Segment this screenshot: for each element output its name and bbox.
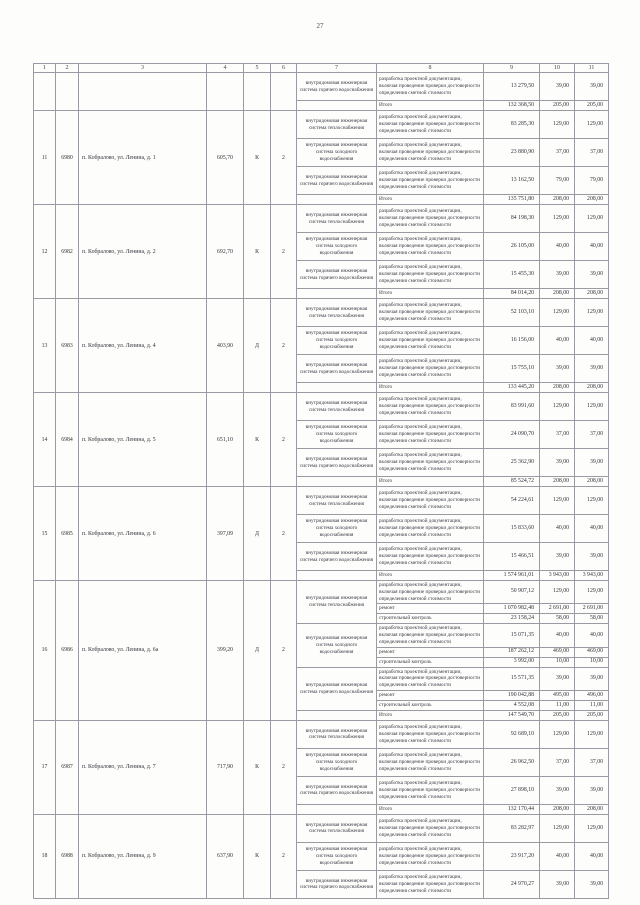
value-c9: 16 156,00 [484,327,540,355]
cell-code: 6980 [56,111,79,205]
cell-code: 6983 [56,299,79,393]
value-c9: 83 991,60 [484,393,540,421]
column-header: 6 [271,64,297,73]
value-c11: 469,00 [575,647,609,657]
value-c10: 129,00 [540,111,575,139]
work-cell-design: разработка проектной документации, включая проведение проверки достоверности определения сметной стоимости [377,139,484,167]
cell-area [207,73,244,111]
value-c9: 24 090,70 [484,421,540,449]
cell-area: 651,10 [207,393,244,487]
system-cell-hot: внутридомовая инженерная система горячего водоснабжения [297,73,377,101]
value-c9: 132 368,50 [484,101,540,111]
value-c11: 208,00 [575,289,609,299]
value-c10: 208,00 [540,477,575,487]
system-cell-hot: внутридомовая инженерная система горячего водоснабжения [297,667,377,710]
cell-area: 397,09 [207,487,244,581]
value-c9: 83 285,30 [484,111,540,139]
work-cell-design: разработка проектной документации, включая проведение проверки достоверности определения сметной стоимости [377,543,484,571]
value-c10: 129,00 [540,393,575,421]
value-c9: 54 224,61 [484,487,540,515]
value-c11: 39,00 [575,543,609,571]
column-header: 1 [34,64,56,73]
work-cell-control: строительный контроль [377,614,484,624]
cell-code: 6982 [56,205,79,299]
system-cell-heat: внутридомовая инженерная система теплоснабжения [297,299,377,327]
cell-type: К [244,720,271,814]
value-c9: 25 362,90 [484,449,540,477]
value-c10: 39,00 [540,776,575,804]
value-c9: 84 198,30 [484,205,540,233]
system-cell-cold: внутридомовая инженерная система холодного водоснабжения [297,233,377,261]
value-c9: 15 455,30 [484,261,540,289]
cell-floors: 2 [271,111,297,205]
cell-address: п. Кобралово, ул. Ленина, д. 4 [79,299,207,393]
value-c10: 40,00 [540,515,575,543]
work-cell-design: разработка проектной документации, включая проведение проверки достоверности определения сметной стоимости [377,624,484,647]
value-c10: 495,00 [540,690,575,700]
value-c10: 40,00 [540,233,575,261]
cell-type [244,73,271,111]
work-cell-design: разработка проектной документации, включая проведение проверки достоверности определения сметной стоимости [377,167,484,195]
work-cell-design: разработка проектной документации, включая проведение проверки достоверности определения сметной стоимости [377,421,484,449]
cell-address: п. Кобралово, ул. Ленина, д. 2 [79,205,207,299]
cell-type: Д [244,299,271,393]
cell-address: п. Кобралово, ул. Ленина, д. 7 [79,720,207,814]
system-cell-hot: внутридомовая инженерная система горячего водоснабжения [297,870,377,898]
work-cell-design: разработка проектной документации, включая проведение проверки достоверности определения сметной стоимости [377,667,484,690]
work-cell-design: разработка проектной документации, включая проведение проверки достоверности определения сметной стоимости [377,205,484,233]
value-c10: 37,00 [540,139,575,167]
value-c10: 205,00 [540,710,575,720]
value-c10: 2 691,00 [540,604,575,614]
value-c9: 15 833,60 [484,515,540,543]
cell-code [56,73,79,111]
value-c9: 85 524,72 [484,477,540,487]
value-c11: 40,00 [575,327,609,355]
value-c10: 129,00 [540,299,575,327]
system-cell-cold: внутридомовая инженерная система холодного водоснабжения [297,842,377,870]
work-cell-repair: ремонт [377,647,484,657]
work-cell-total: Итого [377,101,484,111]
value-c9: 135 751,80 [484,195,540,205]
work-cell-design: разработка проектной документации, включая проведение проверки достоверности определения сметной стоимости [377,393,484,421]
column-header: 4 [207,64,244,73]
value-c9: 4 552,08 [484,700,540,710]
value-c11: 208,00 [575,477,609,487]
value-c9: 13 162,50 [484,167,540,195]
value-c10: 208,00 [540,383,575,393]
system-cell-heat: внутридомовая инженерная система теплоснабжения [297,111,377,139]
cell-code: 6987 [56,720,79,814]
cell-floors: 2 [271,393,297,487]
system-cell-cold: внутридомовая инженерная система холодного водоснабжения [297,515,377,543]
system-cell-cold: внутридомовая инженерная система холодного водоснабжения [297,139,377,167]
cell-code: 6984 [56,393,79,487]
value-c10: 39,00 [540,543,575,571]
value-c10: 39,00 [540,73,575,101]
system-cell-cold: внутридомовая инженерная система холодного водоснабжения [297,421,377,449]
value-c11: 79,00 [575,167,609,195]
value-c9: 15 071,35 [484,624,540,647]
value-c9: 26 105,00 [484,233,540,261]
system-cell-heat: внутридомовая инженерная система теплоснабжения [297,487,377,515]
value-c10: 129,00 [540,205,575,233]
value-c10: 39,00 [540,667,575,690]
system-cell-empty [297,289,377,299]
cell-floors: 2 [271,205,297,299]
work-cell-total: Итого [377,195,484,205]
value-c11: 129,00 [575,720,609,748]
system-cell-cold: внутридомовая инженерная система холодного водоснабжения [297,327,377,355]
work-cell-total: Итого [377,289,484,299]
work-cell-repair: ремонт [377,690,484,700]
work-cell-design: разработка проектной документации, включая проведение проверки достоверности определения сметной стоимости [377,870,484,898]
value-c11: 37,00 [575,139,609,167]
cell-floors: 2 [271,487,297,581]
value-c11: 496,00 [575,690,609,700]
work-cell-design: разработка проектной документации, включая проведение проверки достоверности определения сметной стоимости [377,261,484,289]
value-c10: 129,00 [540,720,575,748]
work-row [34,581,609,604]
value-c11: 3 943,00 [575,571,609,581]
value-c10: 208,00 [540,195,575,205]
cell-address: п. Кобралово, ул. Ленина, д. 1 [79,111,207,205]
value-c11: 208,00 [575,195,609,205]
cell-type: К [244,111,271,205]
page-number: 27 [316,22,324,30]
work-cell-design: разработка проектной документации, включая проведение проверки достоверности определения сметной стоимости [377,776,484,804]
cell-floors: 2 [271,814,297,898]
system-cell-empty [297,804,377,814]
value-c9: 23 880,90 [484,139,540,167]
system-cell-empty [297,195,377,205]
value-c9: 187 262,12 [484,647,540,657]
cell-code: 6988 [56,814,79,898]
cell-number: 12 [34,205,56,299]
value-c11: 129,00 [575,581,609,604]
value-c11: 40,00 [575,842,609,870]
value-c10: 40,00 [540,842,575,870]
cell-address: п. Кобралово, ул. Ленина, д. 6а [79,581,207,721]
value-c10: 3 943,00 [540,571,575,581]
cell-area: 717,90 [207,720,244,814]
value-c10: 11,00 [540,700,575,710]
cell-number: 17 [34,720,56,814]
cell-number: 18 [34,814,56,898]
cell-number: 16 [34,581,56,721]
cell-number: 14 [34,393,56,487]
value-c9: 15 571,35 [484,667,540,690]
value-c10: 40,00 [540,327,575,355]
cell-number [34,73,56,111]
system-cell-heat: внутридомовая инженерная система теплоснабжения [297,720,377,748]
work-cell-total: Итого [377,477,484,487]
work-cell-total: Итого [377,571,484,581]
value-c11: 205,00 [575,101,609,111]
value-c11: 37,00 [575,421,609,449]
cell-code: 6985 [56,487,79,581]
system-cell-heat: внутридомовая инженерная система теплоснабжения [297,581,377,624]
value-c11: 208,00 [575,383,609,393]
system-cell-hot: внутридомовая инженерная система горячего водоснабжения [297,449,377,477]
value-c11: 39,00 [575,449,609,477]
value-c10: 129,00 [540,814,575,842]
cell-floors: 2 [271,720,297,814]
system-cell-hot: внутридомовая инженерная система горячего водоснабжения [297,261,377,289]
cell-area: 605,70 [207,111,244,205]
system-cell-hot: внутридомовая инженерная система горячего водоснабжения [297,167,377,195]
work-cell-repair: ремонт [377,604,484,614]
column-header: 11 [575,64,609,73]
cell-area: 403,90 [207,299,244,393]
cell-type: К [244,393,271,487]
cell-area: 399,20 [207,581,244,721]
value-c11: 39,00 [575,261,609,289]
column-header: 9 [484,64,540,73]
work-cell-design: разработка проектной документации, включая проведение проверки достоверности определения сметной стоимости [377,842,484,870]
value-c9: 133 445,20 [484,383,540,393]
work-row [34,299,609,327]
work-row [34,205,609,233]
value-c10: 39,00 [540,870,575,898]
value-c9: 83 282,97 [484,814,540,842]
value-c11: 39,00 [575,73,609,101]
system-cell-heat: внутридомовая инженерная система теплоснабжения [297,393,377,421]
value-c10: 129,00 [540,487,575,515]
cell-floors [271,73,297,111]
value-c11: 205,00 [575,710,609,720]
cell-type: К [244,205,271,299]
value-c11: 129,00 [575,393,609,421]
work-cell-design: разработка проектной документации, включая проведение проверки достоверности определения сметной стоимости [377,720,484,748]
value-c9: 15 755,10 [484,355,540,383]
work-row [34,720,609,748]
value-c10: 208,00 [540,804,575,814]
work-row [34,393,609,421]
cell-floors: 2 [271,299,297,393]
system-cell-heat: внутридомовая инженерная система теплоснабжения [297,814,377,842]
work-cell-design: разработка проектной документации, включая проведение проверки достоверности определения сметной стоимости [377,73,484,101]
system-cell-hot: внутридомовая инженерная система горячего водоснабжения [297,543,377,571]
column-header: 8 [377,64,484,73]
value-c9: 23 917,20 [484,842,540,870]
value-c9: 3 992,00 [484,657,540,667]
value-c11: 11,00 [575,700,609,710]
value-c9: 190 042,88 [484,690,540,700]
value-c10: 469,00 [540,647,575,657]
value-c9: 1 070 982,48 [484,604,540,614]
system-cell-cold: внутридомовая инженерная система холодного водоснабжения [297,748,377,776]
system-cell-cold: внутридомовая инженерная система холодного водоснабжения [297,624,377,667]
value-c11: 37,00 [575,748,609,776]
cell-address: п. Кобралово, ул. Ленина, д. 9 [79,814,207,898]
value-c11: 40,00 [575,624,609,647]
value-c11: 39,00 [575,870,609,898]
value-c9: 52 103,10 [484,299,540,327]
system-cell-empty [297,710,377,720]
value-c9: 147 549,70 [484,710,540,720]
value-c10: 39,00 [540,449,575,477]
value-c10: 39,00 [540,261,575,289]
system-cell-hot: внутридомовая инженерная система горячего водоснабжения [297,355,377,383]
value-c10: 10,00 [540,657,575,667]
value-c11: 129,00 [575,299,609,327]
work-cell-total: Итого [377,710,484,720]
value-c10: 129,00 [540,581,575,604]
value-c11: 58,00 [575,614,609,624]
system-cell-empty [297,383,377,393]
cell-type: К [244,814,271,898]
table-header-row [34,64,609,73]
work-cell-total: Итого [377,804,484,814]
work-row [34,487,609,515]
value-c9: 23 158,24 [484,614,540,624]
value-c10: 208,00 [540,289,575,299]
value-c11: 129,00 [575,111,609,139]
value-c9: 27 898,10 [484,776,540,804]
value-c9: 13 279,50 [484,73,540,101]
column-header: 5 [244,64,271,73]
system-cell-empty [297,571,377,581]
cell-address [79,73,207,111]
work-cell-control: строительный контроль [377,657,484,667]
cell-number: 13 [34,299,56,393]
value-c11: 129,00 [575,814,609,842]
system-cell-hot: внутридомовая инженерная система горячего водоснабжения [297,776,377,804]
value-c11: 39,00 [575,355,609,383]
value-c10: 205,00 [540,101,575,111]
value-c11: 39,00 [575,776,609,804]
value-c11: 208,00 [575,804,609,814]
work-cell-design: разработка проектной документации, включая проведение проверки достоверности определения сметной стоимости [377,327,484,355]
works-table [33,63,609,899]
work-cell-design: разработка проектной документации, включая проведение проверки достоверности определения сметной стоимости [377,355,484,383]
work-cell-design: разработка проектной документации, включая проведение проверки достоверности определения сметной стоимости [377,581,484,604]
cell-number: 11 [34,111,56,205]
cell-address: п. Кобралово, ул. Ленина, д. 5 [79,393,207,487]
work-row [34,111,609,139]
value-c9: 26 962,50 [484,748,540,776]
value-c10: 40,00 [540,624,575,647]
value-c10: 79,00 [540,167,575,195]
value-c9: 92 689,10 [484,720,540,748]
work-cell-design: разработка проектной документации, включая проведение проверки достоверности определения сметной стоимости [377,233,484,261]
work-row [34,814,609,842]
value-c10: 58,00 [540,614,575,624]
cell-area: 692,70 [207,205,244,299]
value-c11: 40,00 [575,515,609,543]
work-row [34,73,609,101]
value-c11: 39,00 [575,667,609,690]
work-cell-design: разработка проектной документации, включая проведение проверки достоверности определения сметной стоимости [377,111,484,139]
value-c11: 40,00 [575,233,609,261]
value-c11: 129,00 [575,487,609,515]
value-c11: 129,00 [575,205,609,233]
column-header: 3 [79,64,207,73]
value-c10: 37,00 [540,421,575,449]
value-c9: 1 574 961,01 [484,571,540,581]
cell-number: 15 [34,487,56,581]
system-cell-heat: внутридомовая инженерная система теплоснабжения [297,205,377,233]
work-cell-design: разработка проектной документации, включая проведение проверки достоверности определения сметной стоимости [377,487,484,515]
value-c9: 84 014,20 [484,289,540,299]
value-c10: 37,00 [540,748,575,776]
work-cell-design: разработка проектной документации, включая проведение проверки достоверности определения сметной стоимости [377,299,484,327]
system-cell-empty [297,101,377,111]
column-header: 2 [56,64,79,73]
value-c9: 24 970,27 [484,870,540,898]
value-c11: 10,00 [575,657,609,667]
column-header: 7 [297,64,377,73]
work-cell-total: Итого [377,383,484,393]
value-c10: 39,00 [540,355,575,383]
cell-area: 637,90 [207,814,244,898]
value-c11: 2 691,00 [575,604,609,614]
work-cell-design: разработка проектной документации, включая проведение проверки достоверности определения сметной стоимости [377,515,484,543]
cell-type: Д [244,581,271,721]
cell-floors: 2 [271,581,297,721]
cell-code: 6986 [56,581,79,721]
cell-type: Д [244,487,271,581]
value-c9: 50 907,12 [484,581,540,604]
work-cell-design: разработка проектной документации, включая проведение проверки достоверности определения сметной стоимости [377,748,484,776]
value-c9: 15 466,51 [484,543,540,571]
cell-address: п. Кобралово, ул. Ленина, д. 6 [79,487,207,581]
work-cell-design: разработка проектной документации, включая проведение проверки достоверности определения сметной стоимости [377,449,484,477]
work-cell-control: строительный контроль [377,700,484,710]
column-header: 10 [540,64,575,73]
value-c9: 132 170,44 [484,804,540,814]
work-cell-design: разработка проектной документации, включая проведение проверки достоверности определения сметной стоимости [377,814,484,842]
system-cell-empty [297,477,377,487]
